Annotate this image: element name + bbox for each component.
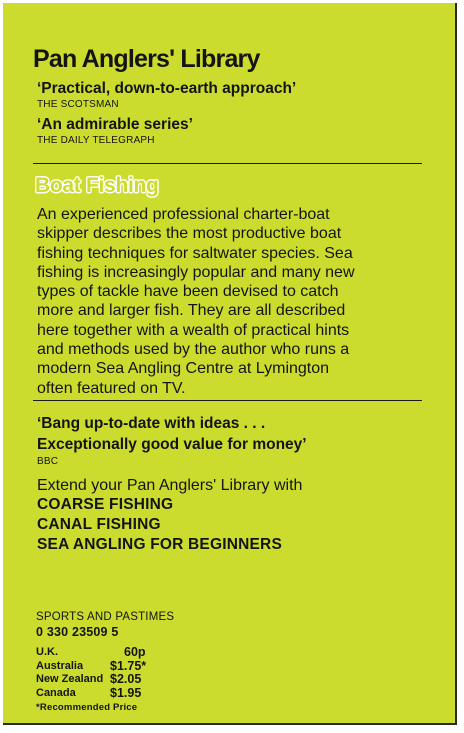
blurb-line: fishing techniques for saltwater species. Sea	[37, 244, 353, 262]
series-title: Pan Anglers' Library	[33, 45, 260, 73]
book-blurb	[37, 205, 437, 398]
price-note: *Recommended Price	[36, 702, 138, 713]
price-country: Canada	[36, 686, 76, 699]
press-quote-source-scotsman: THE SCOTSMAN	[37, 99, 119, 110]
blurb-line: modern Sea Angling Centre at Lymington	[37, 360, 330, 378]
price-value: $1.95	[110, 685, 142, 700]
related-title: CANAL FISHING	[37, 516, 161, 533]
book-back-cover	[3, 3, 457, 725]
category-label: SPORTS AND PASTIMES	[36, 611, 175, 623]
price-value: 60p	[124, 645, 146, 659]
related-titles-list	[37, 495, 282, 555]
price-row	[36, 646, 146, 660]
press-quote-scotsman: ‘Practical, down-to-earth approach’	[37, 80, 297, 97]
price-country: New Zealand	[36, 673, 104, 685]
isbn: 0 330 23509 5	[36, 625, 119, 639]
press-quote-source-telegraph: THE DAILY TELEGRAPH	[37, 135, 155, 146]
price-row	[36, 673, 146, 687]
price-value: $2.05	[110, 672, 142, 686]
price-value: $1.75*	[110, 658, 147, 673]
price-country: U.K.	[36, 646, 58, 658]
blurb-line: An experienced professional charter-boat	[37, 206, 330, 223]
extend-library-text: Extend your Pan Anglers' Library with	[37, 477, 303, 494]
book-title: Boat Fishing	[35, 174, 159, 197]
related-title: SEA ANGLING FOR BEGINNERS	[37, 536, 282, 553]
bbc-quote-line-1: ‘Bang up-to-date with ideas . . .	[37, 415, 266, 432]
divider-middle	[33, 400, 422, 401]
press-quote-telegraph: ‘An admirable series’	[37, 116, 193, 133]
divider-top	[33, 163, 422, 164]
blurb-line: more and larger fish. They are all described	[37, 302, 346, 320]
blurb-line: fishing is increasingly popular and many new	[37, 263, 355, 281]
blurb-line: and methods used by the author who runs a	[37, 341, 350, 359]
blurb-line: types of tackle have been devised to catch	[37, 283, 339, 301]
price-country: Australia	[36, 659, 84, 672]
blurb-line: often featured on TV.	[37, 379, 186, 397]
bbc-quote-line-2: Exceptionally good value for money’	[37, 436, 307, 453]
price-row	[36, 687, 146, 701]
related-title: COARSE FISHING	[37, 496, 174, 513]
price-table	[36, 646, 146, 700]
price-row	[36, 660, 146, 674]
blurb-line: here together with a wealth of practical hints	[37, 321, 350, 339]
blurb-line: skipper describes the most productive boat	[37, 225, 342, 243]
bbc-quote-source: BBC	[37, 456, 59, 467]
